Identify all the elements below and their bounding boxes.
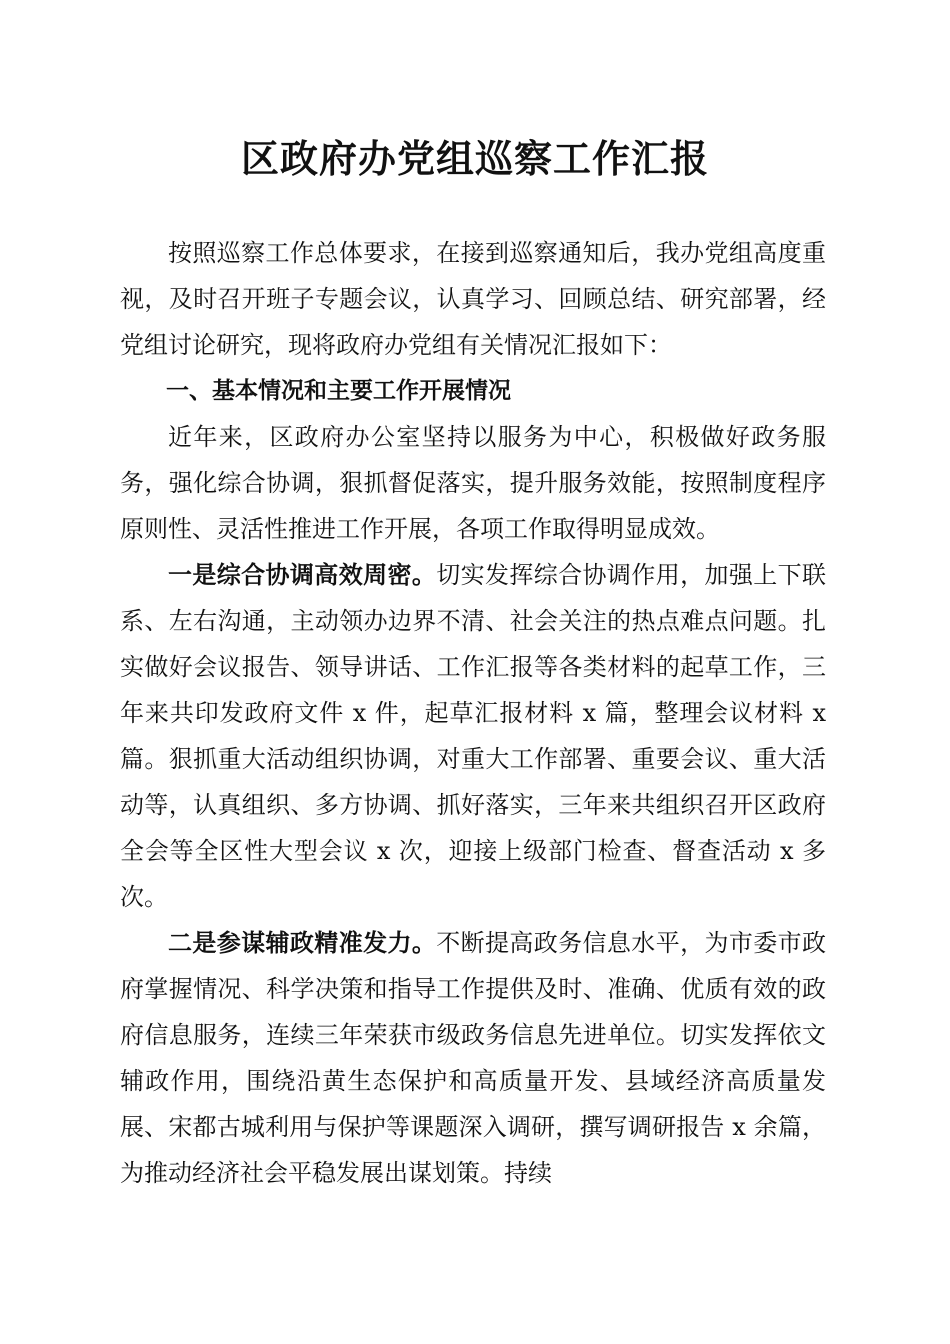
point1-paragraph	[120, 552, 826, 920]
point2-lead: 二是参谋辅政精准发力。	[168, 928, 437, 957]
point1-text: 切实发挥综合协调作用，加强上下联系、左右沟通，主动领办边界不清、社会关注的热点难点问题。扎实做好会议报告、领导讲话、工作汇报等各类材料的起草工作，三年来共印发政府文件 x 件，起草汇报材料 x 篇，整理会议材料 x 篇。狠抓重大活动组织协调，对重大工作部署、重要会议、重大活动等，认真组织、多方协调、抓好落实，三年来共组织召开区政府全会等全区性大型会议 x 次，迎接上级部门检查、督查活动 x 多次。	[120, 561, 827, 911]
intro-paragraph: 按照巡察工作总体要求，在接到巡察通知后，我办党组高度重视，及时召开班子专题会议，认真学习、回顾总结、研究部署，经党组讨论研究，现将政府办党组有关情况汇报如下：	[120, 239, 826, 359]
point2-paragraph	[120, 920, 826, 1196]
overview-paragraph: 近年来，区政府办公室坚持以服务为中心，积极做好政务服务，强化综合协调，狠抓督促落实，提升服务效能，按照制度程序原则性、灵活性推进工作开展，各项工作取得明显成效。	[120, 423, 826, 543]
point1-lead: 一是综合协调高效周密。	[168, 560, 437, 589]
point2-text: 不断提高政务信息水平，为市委市政府掌握情况、科学决策和指导工作提供及时、准确、优质有效的政府信息服务，连续三年荣获市级政务信息先进单位。切实发挥依文辅政作用，围绕沿黄生态保护和高质量开发、县域经济高质量发展、宋都古城利用与保护等课题深入调研，撰写调研报告 x 余篇，为推动经济社会平稳发展出谋划策。持续	[120, 929, 827, 1187]
document-title: 区政府办党组巡察工作汇报	[240, 136, 709, 181]
document-body	[120, 230, 826, 1196]
section-heading: 一、基本情况和主要工作开展情况	[166, 378, 511, 404]
